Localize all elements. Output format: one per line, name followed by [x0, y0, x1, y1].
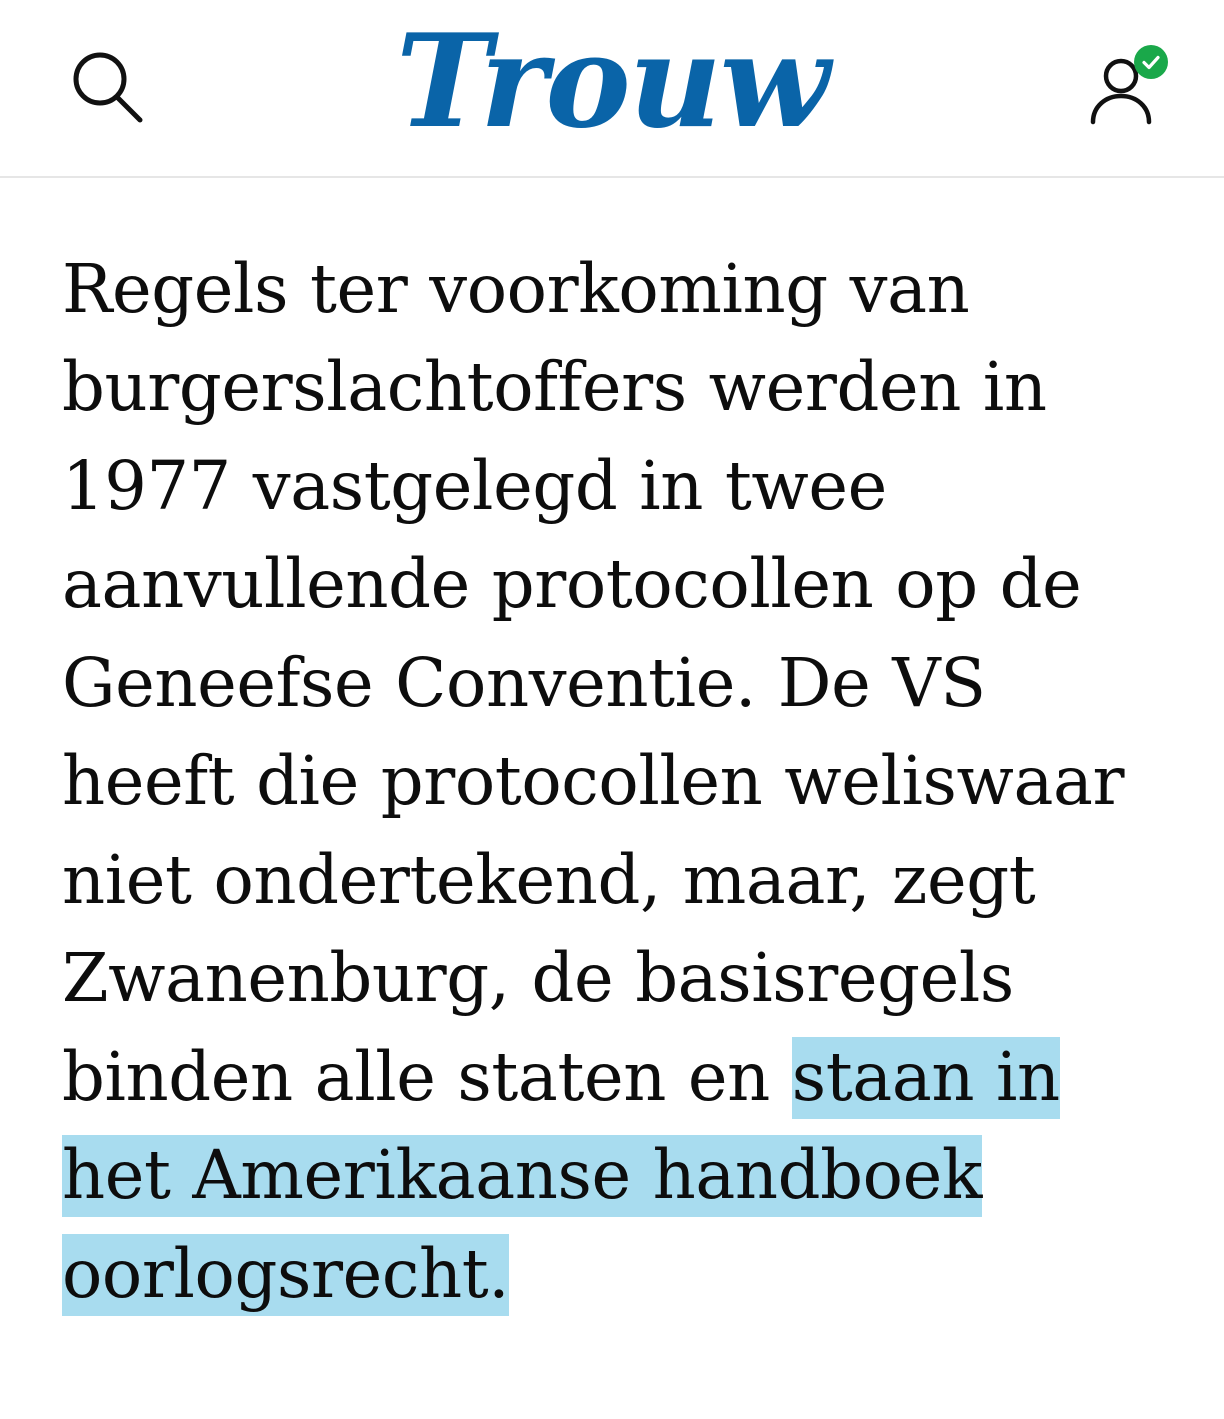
paragraph-text-plain: Regels ter voorkoming van burgerslachtoffers werden in 1977 vastgelegd in twee aanvullende protocollen op de Geneefse Conventie. De VS heeft die protocollen weliswaar niet ondertekend, maar, zegt Zwanenburg, de basisregels binden alle staten en [62, 250, 1125, 1116]
site-header [0, 0, 1224, 178]
brand-logo[interactable]: Trouw [396, 7, 828, 157]
search-icon[interactable] [62, 43, 152, 133]
highlighted-selection[interactable]: staan in het Amerikaanse handboek oorlogsrecht. [62, 1037, 1060, 1316]
article-body [0, 178, 1224, 1323]
header-right-group [1080, 45, 1166, 131]
check-badge-icon [1134, 45, 1168, 79]
account-button[interactable] [1080, 45, 1166, 131]
header-left-group [62, 43, 152, 133]
article-paragraph [62, 240, 1152, 1323]
brand-logo-wrapper [0, 0, 1224, 176]
